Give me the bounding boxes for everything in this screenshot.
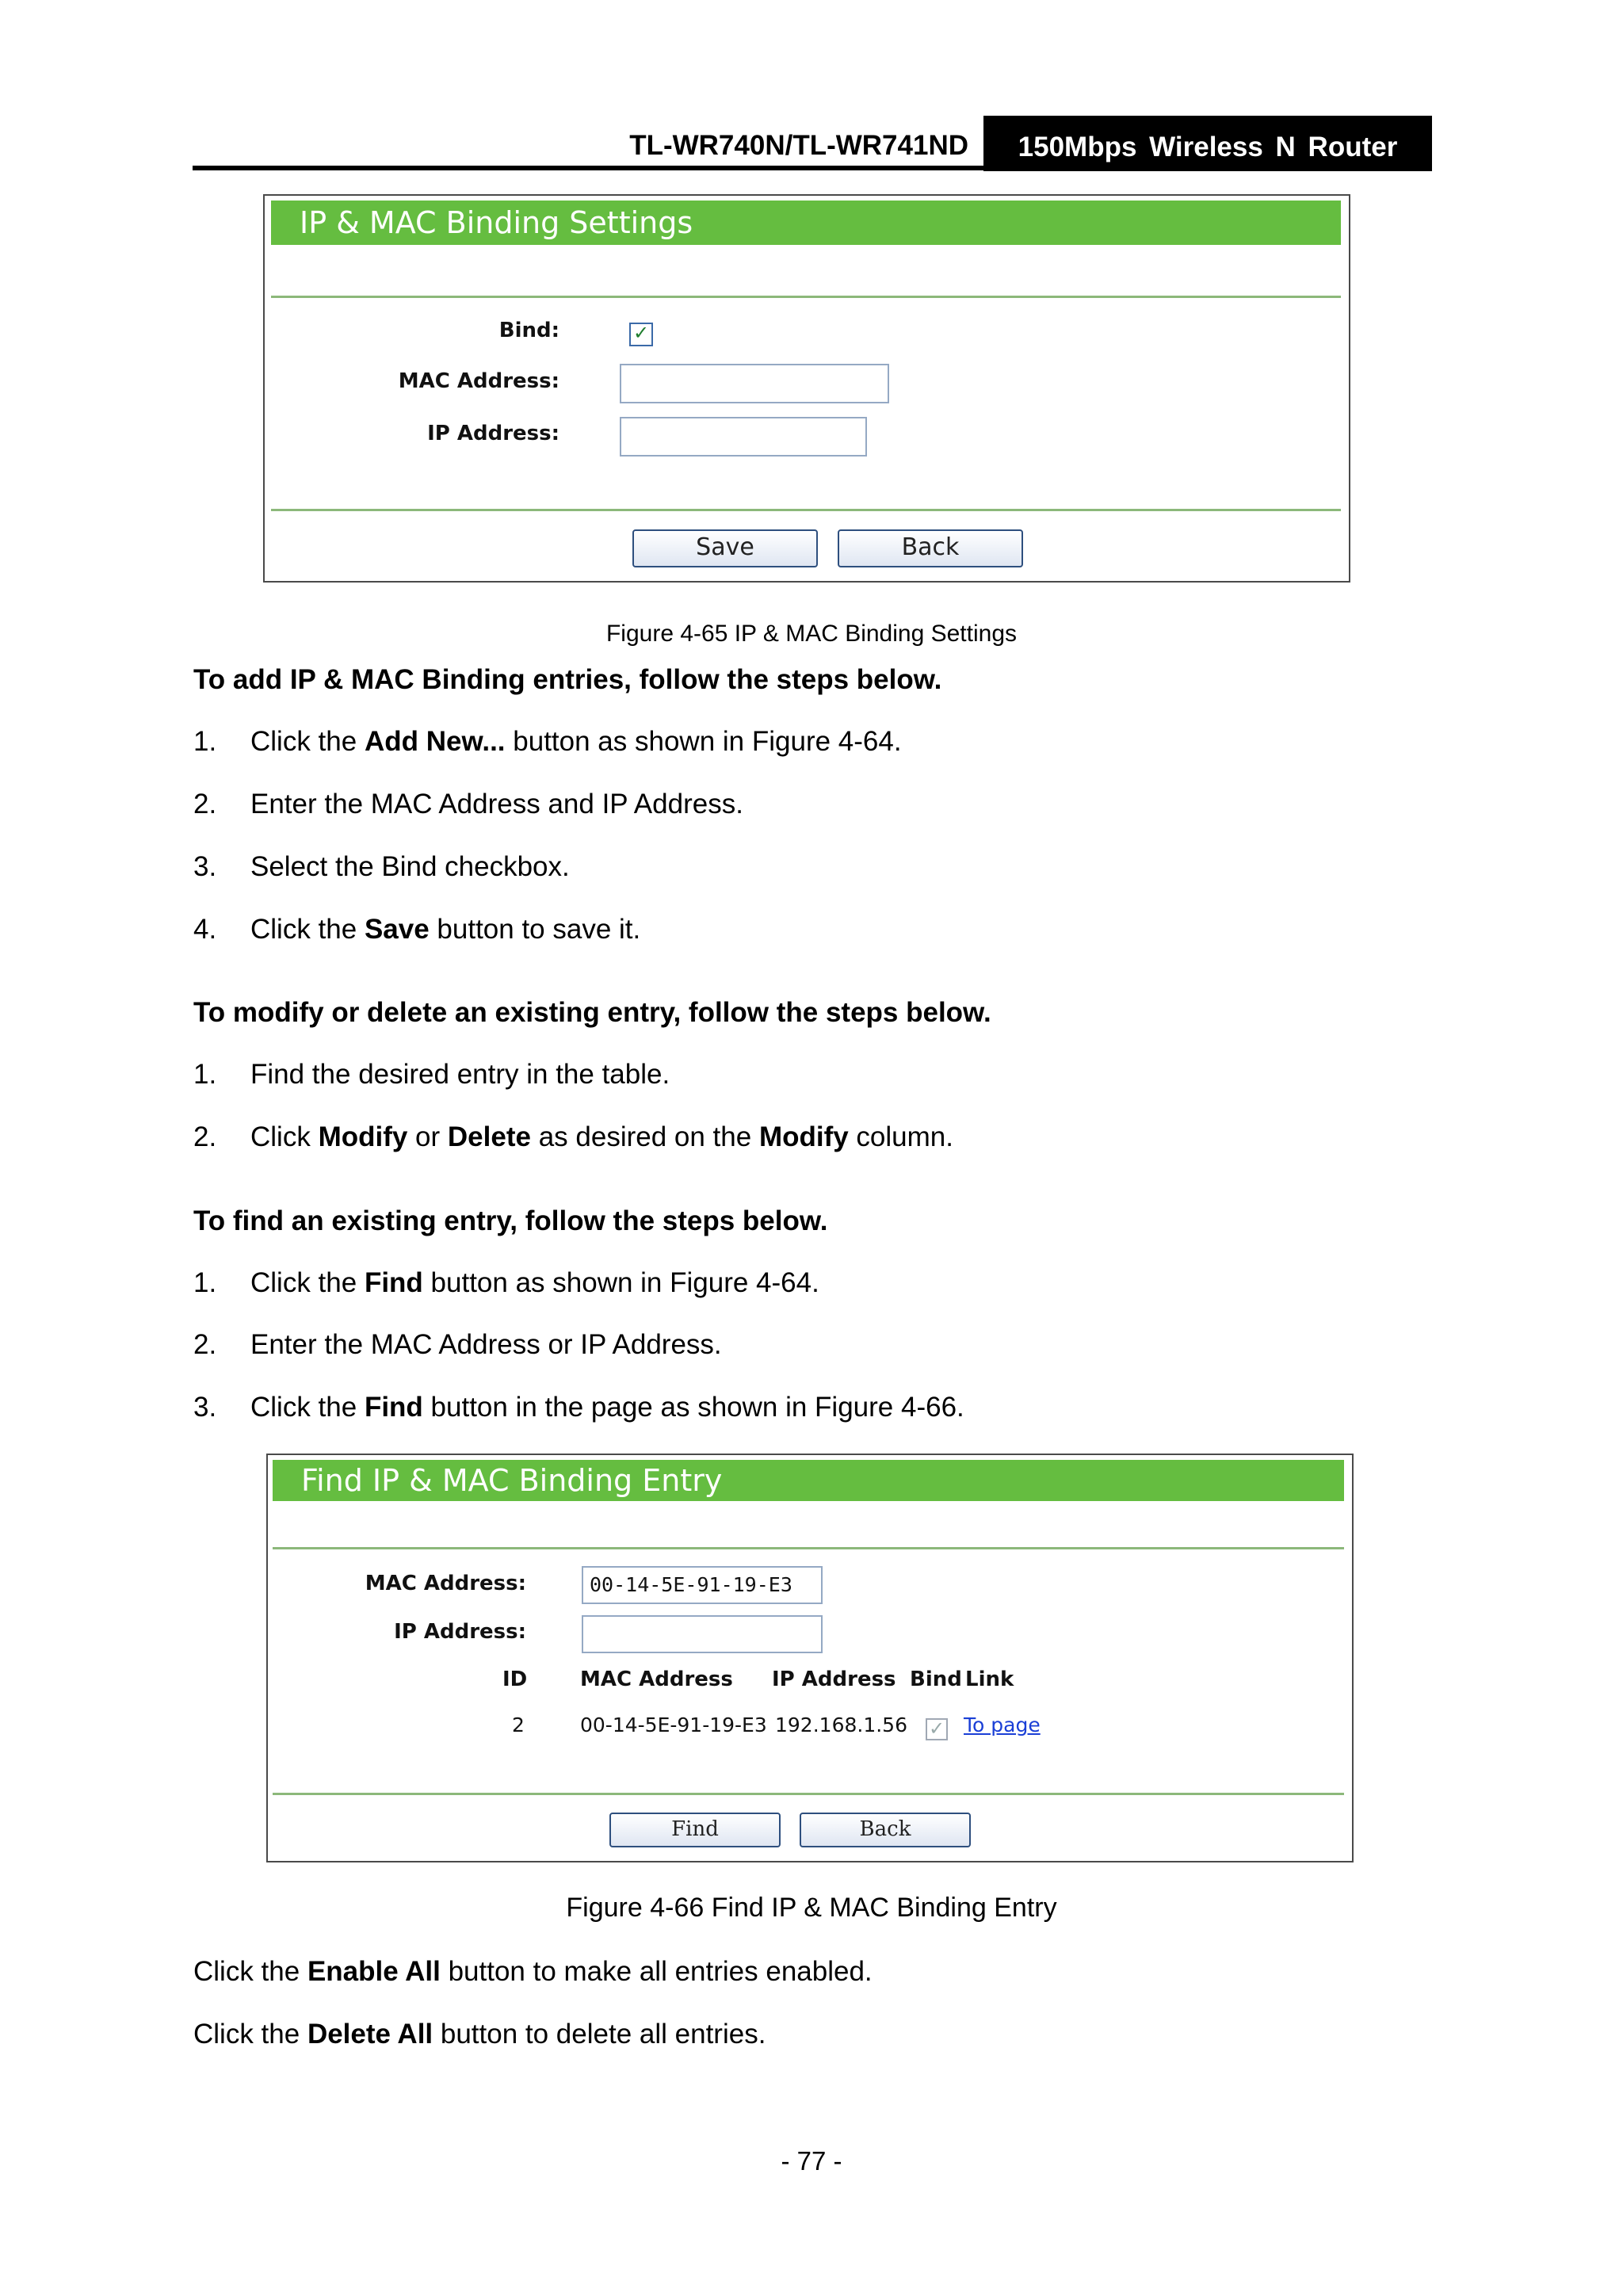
panel-divider-top [273,1547,1344,1549]
ip-mac-binding-settings-panel [263,194,1350,583]
section-heading: To modify or delete an existing entry, follow the steps below. [193,997,991,1028]
row-id: 2 [512,1713,525,1736]
figure-caption: Figure 4-65 IP & MAC Binding Settings [605,621,1018,647]
step-text: Enter the MAC Address or IP Address. [250,1329,722,1360]
step-number: 2. [193,789,217,819]
step-text: Enter the MAC Address and IP Address. [250,789,743,819]
page-number: - 77 - [781,2146,842,2176]
header-rule [193,166,985,170]
find-button[interactable]: Find [609,1813,781,1847]
bind-label: Bind: [498,319,559,342]
find-ip-mac-binding-panel [266,1454,1354,1862]
paragraph: Click the Delete All button to delete all entries. [193,2019,766,2050]
step-number: 4. [193,914,217,945]
back-button[interactable]: Back [800,1813,971,1847]
row-mac: 00-14-5E-91-19-E3 [580,1713,767,1736]
step-number: 1. [193,1059,217,1090]
row-bind-checkbox: ✓ [926,1718,948,1740]
step-text: Click Modify or Delete as desired on the Modify column. [250,1121,953,1152]
mac-address-label: MAC Address: [398,369,559,393]
step-number: 3. [193,1392,217,1423]
to-page-link[interactable]: To page [964,1713,1041,1736]
panel-divider-top [271,296,1341,298]
column-header-mac: MAC Address [580,1668,733,1691]
step-number: 2. [193,1121,217,1152]
step-number: 1. [193,726,217,757]
step-text: Select the Bind checkbox. [250,851,570,882]
header-model: TL-WR740N/TL-WR741ND [629,130,968,161]
back-button[interactable]: Back [838,529,1023,567]
section-heading: To find an existing entry, follow the steps below. [193,1205,828,1236]
mac-address-input[interactable] [620,364,889,403]
row-ip: 192.168.1.56 [775,1713,907,1736]
ip-address-input[interactable] [582,1615,823,1653]
ip-address-input[interactable] [620,417,867,457]
step-text: Click the Find button in the page as shown in Figure 4-66. [250,1392,964,1423]
panel-divider-bottom [271,509,1341,511]
mac-address-label: MAC Address: [365,1572,526,1595]
mac-address-input[interactable]: 00-14-5E-91-19-E3 [582,1566,823,1604]
column-header-bind: Bind [910,1668,962,1691]
paragraph: Click the Enable All button to make all entries enabled. [193,1956,873,1987]
panel-divider-bottom [273,1793,1344,1795]
step-text: Click the Add New... button as shown in Figure 4-64. [250,726,902,757]
step-text: Find the desired entry in the table. [250,1059,670,1090]
header-product: 150Mbps Wireless N Router [1018,132,1398,162]
panel-title: Find IP & MAC Binding Entry [273,1460,1344,1501]
step-text: Click the Save button to save it. [250,914,641,945]
step-number: 2. [193,1329,217,1360]
column-header-id: ID [502,1668,528,1691]
ip-address-label: IP Address: [427,422,559,445]
ip-address-label: IP Address: [394,1620,526,1644]
section-heading: To add IP & MAC Binding entries, follow the steps below. [193,664,942,695]
column-header-link: Link [965,1668,1014,1691]
figure-caption: Figure 4-66 Find IP & MAC Binding Entry [566,1893,1057,1923]
column-header-ip: IP Address [772,1668,896,1691]
step-number: 3. [193,851,217,882]
panel-title: IP & MAC Binding Settings [271,201,1341,245]
save-button[interactable]: Save [632,529,818,567]
step-text: Click the Find button as shown in Figure 4-64. [250,1267,819,1298]
bind-checkbox[interactable]: ✓ [629,323,653,346]
step-number: 1. [193,1267,217,1298]
